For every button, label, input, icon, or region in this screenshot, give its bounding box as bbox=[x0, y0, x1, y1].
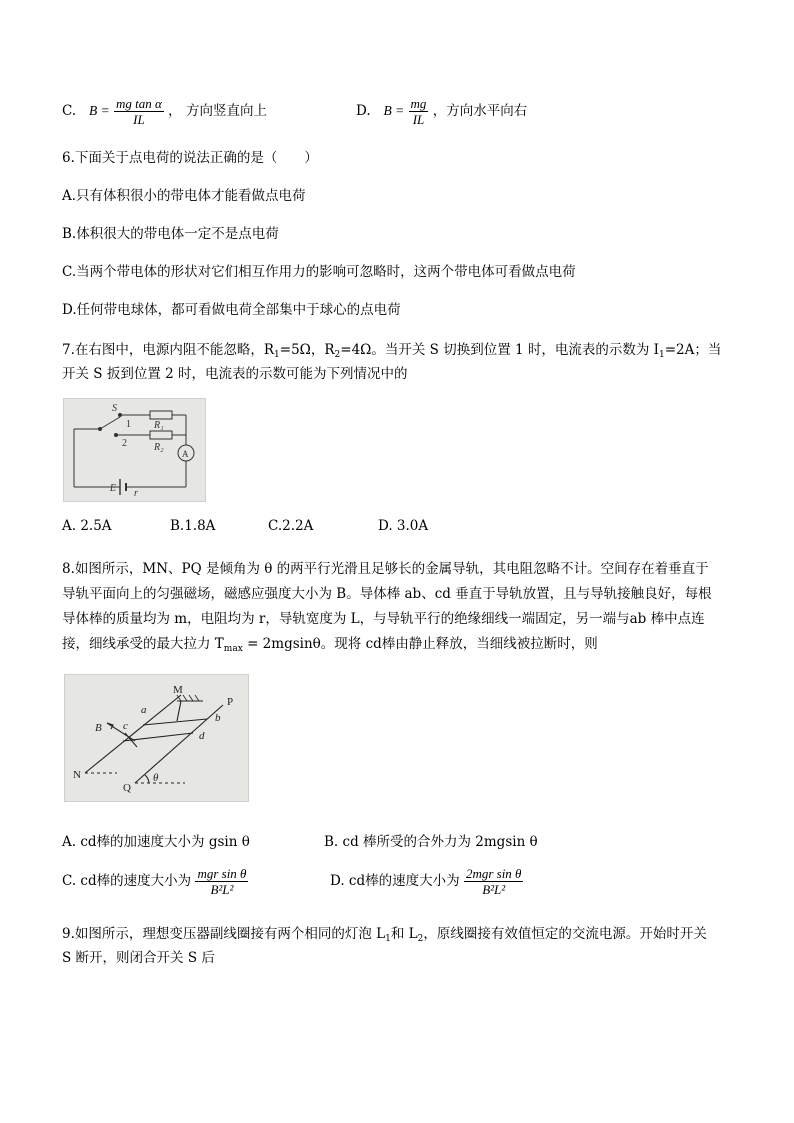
switch-blade bbox=[100, 417, 120, 429]
q5-option-d-fraction: $\frac{mg}{IL}$ bbox=[410, 96, 427, 127]
label-b: b bbox=[215, 712, 221, 724]
q7-stem-line1: 7.在右图中，电源内阻不能忽略，$R_1=5\Omega$，$R_2=4\Omega$。当开关 S 切换到位置 1 时，电流表的示数为 $I_1=2A$；当 bbox=[62, 342, 722, 360]
rail-pq bbox=[135, 705, 223, 783]
q7-option-a: A. 2.5A bbox=[62, 518, 112, 534]
label-theta: θ bbox=[153, 772, 159, 784]
r2-resistor bbox=[150, 431, 172, 439]
q9-stem-line1: 9.如图所示，理想变压器副线圈接有两个相同的灯泡 $L_1$和 $L_2$，原线圈接有效值恒定的交流电源。开始时开关 bbox=[62, 926, 707, 944]
q7-stem-line2: 开关 S 扳到位置 2 时，电流表的示数可能为下列情况中的 bbox=[62, 366, 408, 382]
q8-option-d-fraction: $\frac{\text{2mgr sin θ}}{\text{B²L²}}$ bbox=[465, 866, 522, 897]
q7-option-b: B.1.8A bbox=[170, 518, 216, 534]
q7-option-d: D. 3.0A bbox=[378, 518, 429, 534]
label-d: d bbox=[199, 730, 205, 742]
b-field-arrow bbox=[107, 723, 135, 741]
label-s: S bbox=[112, 403, 117, 414]
label-r1: R₁ bbox=[154, 420, 164, 431]
q8-stem-line2: 导轨平面向上的匀强磁场，磁感应强度大小为 B。导体棒 ab、cd 垂直于导轨放置，且与导轨接触良好，每根 bbox=[62, 586, 712, 602]
rails-diagram bbox=[65, 675, 248, 801]
q8-stem-line4: 接，细线承受的最大拉力 $T_{max} = 2mgsin\theta$。现将 cd棒由静止释放，当细线被拉断时，则 bbox=[62, 636, 598, 654]
q8-rails-figure bbox=[64, 674, 249, 802]
label-pos1: 1 bbox=[126, 419, 131, 430]
q8-option-c-fraction: $\frac{\text{mgr sin θ}}{\text{B²L²}}$ bbox=[197, 866, 247, 897]
label-e: E bbox=[109, 483, 116, 494]
q6-option-a: A.只有体积很小的带电体才能看做点电荷 bbox=[62, 188, 306, 204]
label-r2: R₂ bbox=[154, 442, 164, 453]
label-n: N bbox=[73, 769, 81, 781]
thread bbox=[177, 701, 181, 721]
q8-stem-line1: 8.如图所示，MN、PQ 是倾角为 θ 的两平行光滑且足够长的金属导轨，其电阻忽略不计。空间存在着垂直于 bbox=[62, 561, 709, 577]
q5-option-c-fraction: $\frac{\text{mg tan α}}{IL}$ bbox=[116, 96, 162, 127]
q7-circuit-figure bbox=[63, 398, 206, 502]
q5-option-c: C. B = $\frac{\text{mg tan α}}{IL}$ ， 方向竖直向上 bbox=[62, 96, 267, 127]
label-p: P bbox=[227, 696, 234, 708]
r1-resistor bbox=[150, 411, 172, 419]
q9-stem-line2: S 断开，则闭合开关 S 后 bbox=[62, 950, 215, 966]
q8-option-d: D. cd棒的速度大小为 $\frac{\text{2mgr sin θ}}{\text{B²L²}}$ bbox=[330, 866, 522, 897]
label-q: Q bbox=[123, 782, 131, 794]
q6-option-d: D.任何带电球体，都可看做电荷全部集中于球心的点电荷 bbox=[62, 302, 401, 318]
rail-mn bbox=[85, 695, 181, 773]
q6-option-c: C.当两个带电体的形状对它们相互作用力的影响可忽略时，这两个带电体可看做点电荷 bbox=[62, 264, 576, 280]
label-r: r bbox=[134, 488, 138, 499]
q6-option-b: B.体积很大的带电体一定不是点电荷 bbox=[62, 226, 279, 242]
label-c: c bbox=[123, 720, 128, 732]
q8-stem-line3: 导体棒的质量均为 m，电阻均为 r，导轨宽度为 L，与导轨平行的绝缘细线一端固定，另一端与ab 棒中点连 bbox=[62, 611, 705, 627]
label-a: a bbox=[141, 704, 147, 716]
q8-option-c: C. cd棒的速度大小为 $\frac{\text{mgr sin θ}}{\text{B²L²}}$ bbox=[62, 866, 247, 897]
q8-option-b: B. cd 棒所受的合外力为 2mgsin θ bbox=[324, 834, 538, 850]
q7-option-c: C.2.2A bbox=[268, 518, 314, 534]
rod-ab bbox=[143, 719, 207, 725]
label-pos2: 2 bbox=[122, 438, 127, 449]
q6-stem: 6.下面关于点电荷的说法正确的是（ ） bbox=[62, 150, 318, 166]
label-m: M bbox=[173, 684, 183, 696]
label-ammeter: A bbox=[182, 449, 189, 459]
theta-arc bbox=[145, 775, 149, 783]
circuit-diagram bbox=[64, 399, 205, 501]
label-b-field: B bbox=[95, 722, 102, 734]
q5-option-d: D. B = $\frac{mg}{IL}$ ，方向水平向右 bbox=[356, 96, 528, 127]
q8-option-a: A. cd棒的加速度大小为 gsin θ bbox=[62, 834, 250, 850]
